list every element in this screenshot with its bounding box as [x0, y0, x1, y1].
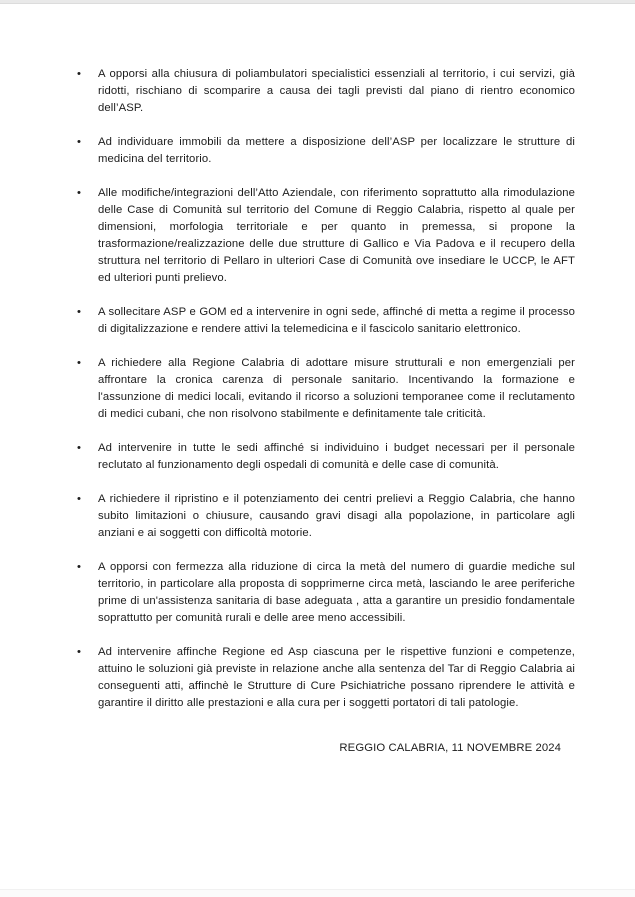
page-bottom-edge [0, 889, 635, 897]
bullet-item: • A opporsi con fermezza alla riduzione di circa la metà del numero di guardie mediche sul territorio, in particolare alla proposta di sopprimerne circa metà, lasciando le aree periferiche prime di un'assistenza sanitaria di base adeguata , atta a garantire un presidio fondamentale soprattutto per comunità rurali e delle aree meno accessibili. [98, 559, 575, 627]
bullet-item: • A richiedere il ripristino e il potenziamento dei centri prelievi a Reggio Calabria, che hanno subito limitazioni o chiusure, causando gravi disagi alla popolazione, in particolare agli anziani e ai soggetti con difficoltà motorie. [98, 491, 575, 542]
bullet-item: • Ad individuare immobili da mettere a disposizione dell’ASP per localizzare le strutture di medicina del territorio. [98, 134, 575, 168]
bullet-item: • A richiedere alla Regione Calabria di adottare misure strutturali e non emergenziali per affrontare la cronica carenza di personale sanitario. Incentivando la formazione e l'assunzione di medici locali, evitando il ricorso a soluzioni temporanee come il reclutamento di medici cubani, che non risolvono stabilmente e definitamente tale criticità. [98, 355, 575, 423]
bullet-list [98, 66, 575, 712]
bullet-item: • A sollecitare ASP e GOM ed a intervenire in ogni sede, affinché di metta a regime il processo di digitalizzazione e rendere attivi la telemedicina e il fascicolo sanitario elettronico. [98, 304, 575, 338]
dateline: REGGIO CALABRIA, 11 NOVEMBRE 2024 [339, 742, 561, 754]
bullet-item: • Ad intervenire affinche Regione ed Asp ciascuna per le rispettive funzioni e competenze, attuino le soluzioni già previste in relazione anche alla sentenza del Tar di Reggio Calabria ai conseguenti atti, affinchè le Strutture di Cure Psichiatriche possano riprendere le attività e garantire il diritto alle prestazioni e alla cura per i soggetti portatori di tali patologie. [98, 644, 575, 712]
bullet-item: • A opporsi alla chiusura di poliambulatori specialistici essenziali al territorio, i cui servizi, già ridotti, rischiano di scomparire a causa dei tagli previsti dal piano di rientro economico dell’ASP. [98, 66, 575, 117]
bullet-item: • Alle modifiche/integrazioni dell’Atto Aziendale, con riferimento soprattutto alla rimodulazione delle Case di Comunità sul territorio del Comune di Reggio Calabria, rispetto al quale per dimensioni, morfologia territoriale e per quanto in premessa, si propone la trasformazione/realizzazione delle due strutture di Gallico e Via Padova e il recupero della struttura nel territorio di Pellaro in ulteriori Case di Comunità ove insediare le UCCP, le AFT ed ulteriori punti prelievo. [98, 185, 575, 287]
bullet-item: • Ad intervenire in tutte le sedi affinché si individuino i budget necessari per il personale reclutato al funzionamento degli ospedali di comunità e delle case di comunità. [98, 440, 575, 474]
